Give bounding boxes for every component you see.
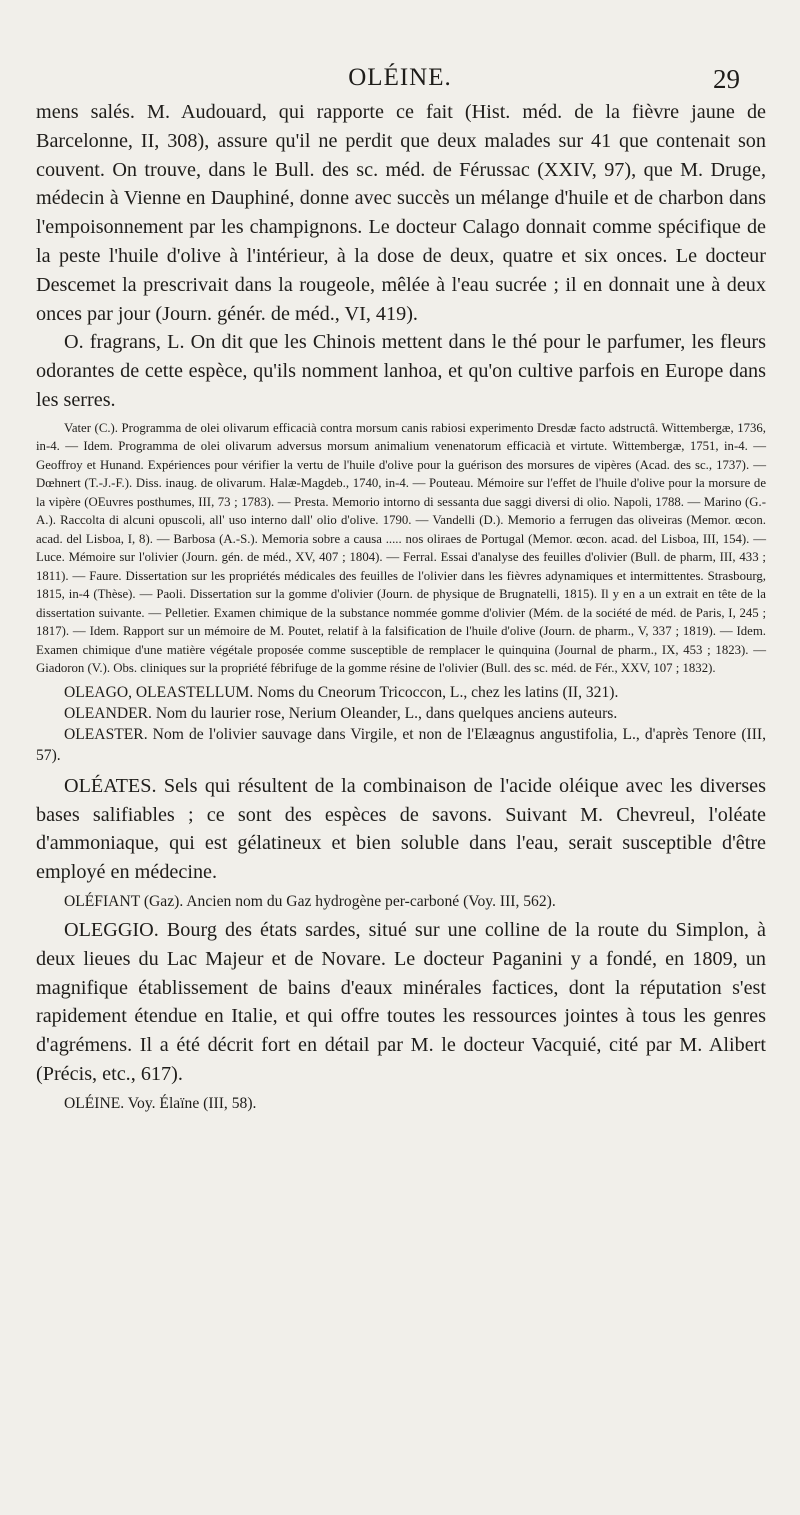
page-number: 29 — [713, 64, 740, 94]
entry-oleine: OLÉINE. Voy. Élaïne (III, 58). — [64, 1094, 257, 1112]
entry-oleander: OLEANDER. Nom du laurier rose, Nerium Oleander, L., dans quelques anciens auteurs. — [64, 704, 618, 722]
entry-olea-fragrans: O. fragrans, L. On dit que les Chinois mettent dans le thé pour le parfumer, les fleurs odorantes de cette espèce, qu'ils nomment lanhoa, et qu'on cultive parfois en Europe dans les serres. — [36, 331, 766, 411]
paragraph-continuation: mens salés. M. Audouard, qui rapporte ce fait (Hist. méd. de la fièvre jaune de Barcelonne, II, 308), assure qu'il ne perdit que deux malades sur 41 que contenait son couvent. On trouve, dans le Bull. des sc. méd. de Férussac (XXIV, 97), que M. Druge, médecin à Vienne en Dauphiné, donne avec succès un mélange d'huile et de charbon dans l'empoisonnement par les champignons. Le docteur Calago donnait comme spécifique de la peste l'huile d'olive à l'intérieur, à la dose de deux, quatre et six onces. Le docteur Descemet la prescrivait dans la rougeole, mêlée à l'eau sucrée ; il en donnait une à deux onces par jour (Journ. génér. de méd., VI, 419). — [36, 101, 766, 325]
bibliography: Vater (C.). Programma de olei olivarum efficacià contra morsum canis rabiosi experimento Dresdæ facto adstructâ. Wittembergæ, 1736, in-4. — Idem. Programma de olei olivarum adversus morsum animalium venenatorum efficacià et virtute. Wittembergæ, 1751, in-4. — Geoffroy et Hunand. Expériences pour vérifier la vertu de l'huile d'olive pour la guérison des morsures de vipères (Acad. des sc., 1737). — Dœhnert (T.-J.-F.). Diss. inaug. de olivarum. Halæ-Magdeb., 1740, in-4. — Pouteau. Mémoire sur l'effet de l'huile d'olive pour la morsure de la vipère (OEuvres posthumes, III, 73 ; 1783). — Presta. Memorio intorno di sessanta due saggi diversi di olio. Napoli, 1788. — Marino (G.-A.). Raccolta di alcuni opuscoli, all' uso interno dall' olio d'olive. 1790. — Vandelli (D.). Memorio a ferrugen das oliveiras (Memor. œcon. acad. del Lisboa, I, 8). — Barbosa (A.-S.). Memoria sobre a causa ..... nos oliraes de Portugal (Memor. œcon. acad. del Lisboa, III, 154). — Luce. Mémoire sur l'olivier (Journ. gén. de méd., XV, 407 ; 1804). — Ferral. Essai d'analyse des feuilles d'olivier (Bull. de pharm, III, 433 ; 1811). — Faure. Dissertation sur les propriétés médicales des feuilles de l'olivier dans les fièvres adynamiques et intermittentes. Strasbourg, 1815, in-4 (Thèse). — Paoli. Dissertation sur la gomme d'olivier (Journ. de physique de Brugnatelli, 1815). Il y en a un extrait en tête de la dissertation suivante. — Pelletier. Examen chimique de la substance nommée gomme d'olivier (Mém. de la société de méd. de Paris, I, 245 ; 1817). — Idem. Rapport sur un mémoire de M. Poutet, relatif à la falsification de l'huile d'olive (Journ. de pharm., V, 337 ; 1819). — Idem. Examen chimique d'une matière végétale proposée comme susceptible de remplacer le quinquina (Journal de pharm., IX, 453 ; 1823). — Giadoron (V.). Obs. cliniques sur la propriété fébrifuge de la gomme résine de l'olivier (Bull. des sc. méd. de Fér., XXV, 107 ; 1832). — [36, 420, 766, 676]
page-title: OLÉINE. — [348, 64, 452, 91]
body-text — [36, 98, 766, 1114]
entry-oleaster: OLEASTER. Nom de l'olivier sauvage dans Virgile, et non de l'Elæagnus angustifolia, L., d'après Tenore (III, 57). — [36, 725, 766, 764]
entry-oleago: OLEAGO, OLEASTELLUM. Noms du Cneorum Tricoccon, L., chez les latins (II, 321). — [64, 683, 619, 701]
entry-oleggio: OLEGGIO. Bourg des états sardes, situé sur une colline de la route du Simplon, à deux lieues du Lac Majeur et de Novare. Le docteur Paganini y a fondé, en 1809, un magnifique établissement de bains d'eaux minérales factices, dont la réputation s'est rapidement étendue en Italie, et qui offre toutes les ressources jointes à tous les genres d'agrémens. Il a été décrit fort en détail par M. le docteur Vacquié, cité par M. Alibert (Précis, etc., 617). — [36, 918, 766, 1085]
running-head — [0, 62, 800, 98]
entry-oleates: OLÉATES. Sels qui résultent de la combinaison de l'acide oléique avec les diverses bases salifiables ; ce sont des espèces de savons. Suivant M. Chevreul, l'oléate d'ammoniaque, qui est gélatineux et bien soluble dans l'eau, serait susceptible d'être employé en médecine. — [36, 774, 766, 884]
entry-olefiant: OLÉFIANT (Gaz). Ancien nom du Gaz hydrogène per-carboné (Voy. III, 562). — [64, 892, 556, 910]
